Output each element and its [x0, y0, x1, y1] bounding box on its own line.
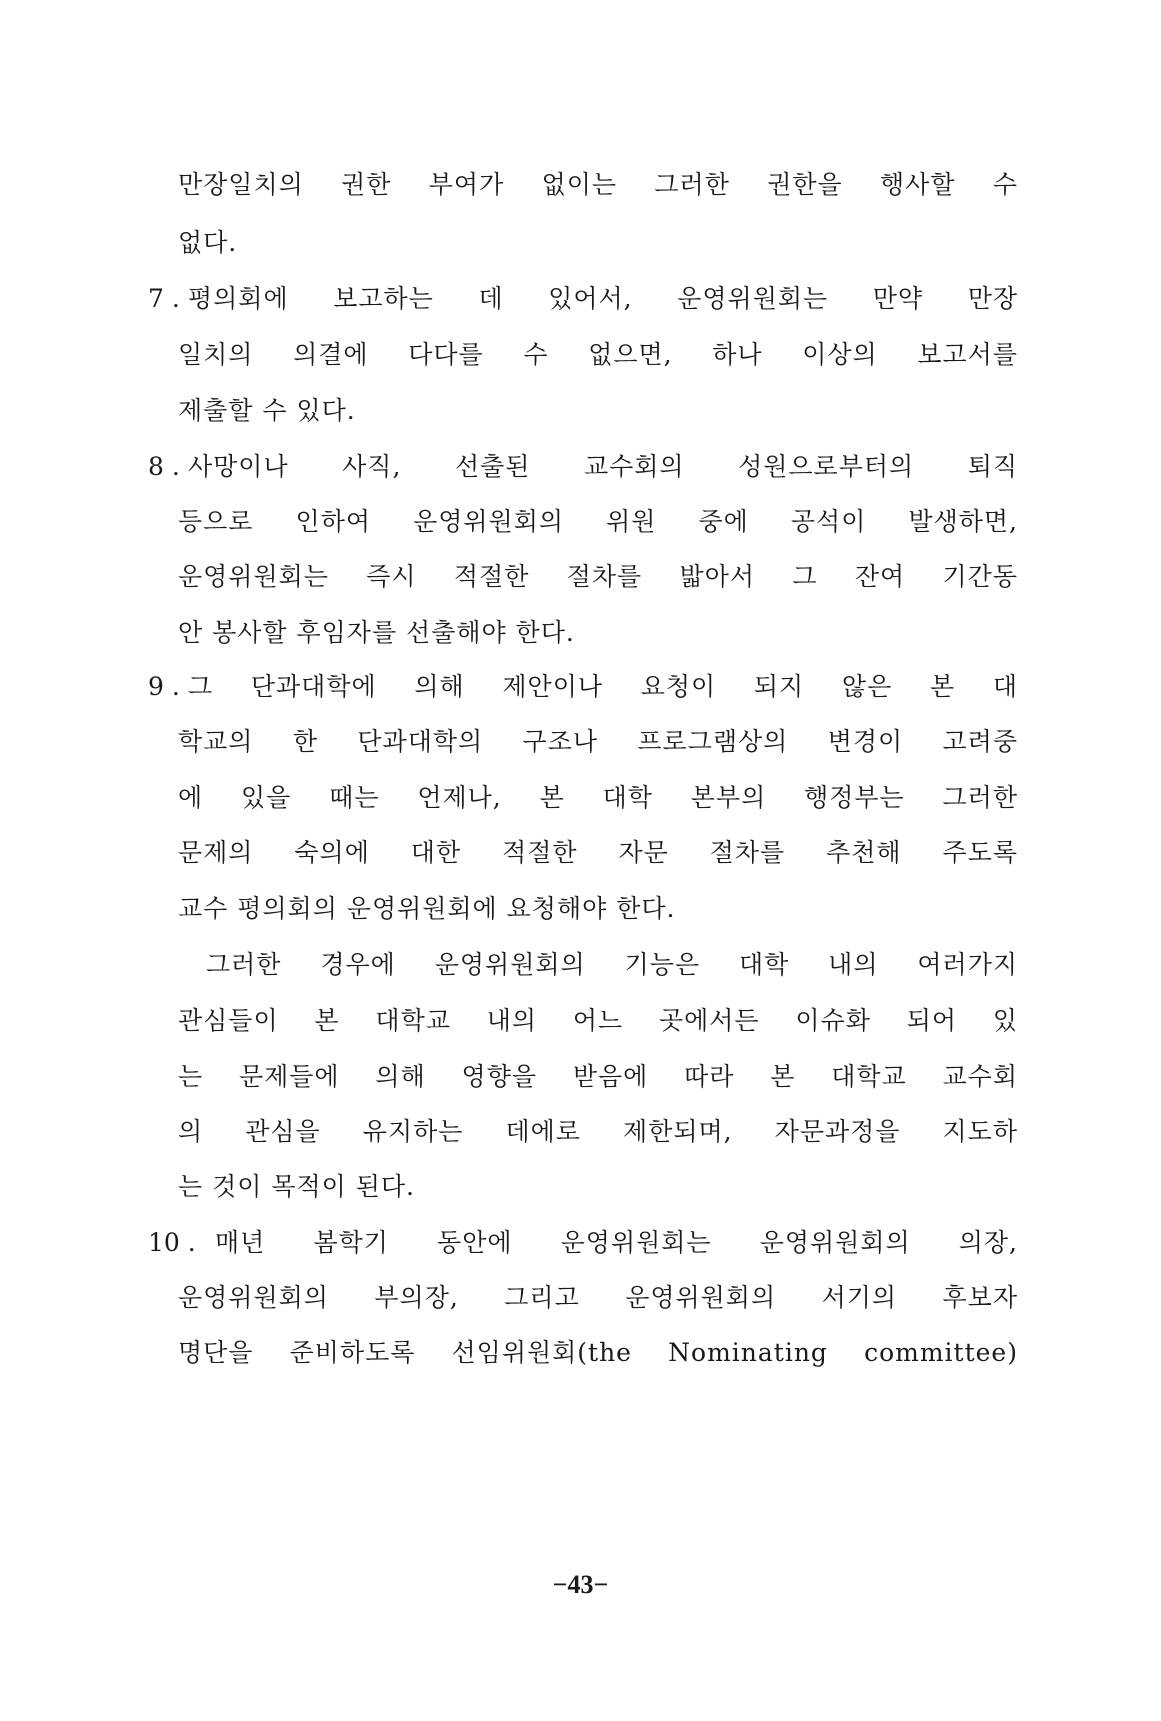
paragraph-line: 운영위원회는 즉시 적절한 절차를 밟아서 그 잔여 기간동: [178, 562, 1018, 591]
item-number-9: 9 .: [148, 672, 180, 701]
paragraph-line: 그러한 경우에 운영위원회의 기능은 대학 내의 여러가지: [206, 950, 1018, 979]
paragraph-line: 의 관심을 유지하는 데에로 제한되며, 자문과정을 지도하: [178, 1117, 1018, 1146]
paragraph-line: 에 있을 때는 언제나, 본 대학 본부의 행정부는 그러한: [178, 783, 1018, 812]
paragraph-line: 관심들이 본 대학교 내의 어느 곳에서든 이슈화 되어 있: [178, 1006, 1018, 1035]
item-number-10: 10 .: [148, 1228, 196, 1257]
paragraph-line: 문제의 숙의에 대한 적절한 자문 절차를 추천해 주도록: [178, 838, 1018, 867]
paragraph-line: 명단을 준비하도록 선임위원회(the Nominating committee): [178, 1338, 1018, 1367]
page-number: −43−: [552, 1570, 609, 1599]
paragraph-line: 평의회에 보고하는 데 있어서, 운영위원회는 만약 만장: [188, 284, 1018, 313]
paragraph-line: 없다.: [178, 228, 238, 257]
paragraph-line: 매년 봄학기 동안에 운영위원회는 운영위원회의 의장,: [215, 1228, 1018, 1257]
paragraph-line: 사망이나 사직, 선출된 교수회의 성원으로부터의 퇴직: [188, 452, 1018, 481]
paragraph-line: 그 단과대학에 의해 제안이나 요청이 되지 않은 본 대: [188, 672, 1018, 701]
paragraph-line: 등으로 인하여 운영위원회의 위원 중에 공석이 발생하면,: [178, 507, 1018, 536]
paragraph-line: 는 것이 목적이 된다.: [178, 1172, 415, 1201]
paragraph-line: 교수 평의회의 운영위원회에 요청해야 한다.: [178, 894, 676, 923]
paragraph-line: 안 봉사할 후임자를 선출해야 한다.: [178, 618, 575, 647]
paragraph-line: 운영위원회의 부의장, 그리고 운영위원회의 서기의 후보자: [178, 1283, 1018, 1312]
paragraph-line: 제출할 수 있다.: [178, 396, 356, 425]
paragraph-line: 는 문제들에 의해 영향을 받음에 따라 본 대학교 교수회: [178, 1062, 1018, 1091]
paragraph-line: 학교의 한 단과대학의 구조나 프로그램상의 변경이 고려중: [178, 727, 1018, 756]
paragraph-line: 만장일치의 권한 부여가 없이는 그러한 권한을 행사할 수: [178, 170, 1018, 199]
item-number-8: 8 .: [148, 452, 180, 481]
item-number-7: 7 .: [148, 284, 180, 313]
paragraph-line: 일치의 의결에 다다를 수 없으면, 하나 이상의 보고서를: [178, 340, 1018, 369]
